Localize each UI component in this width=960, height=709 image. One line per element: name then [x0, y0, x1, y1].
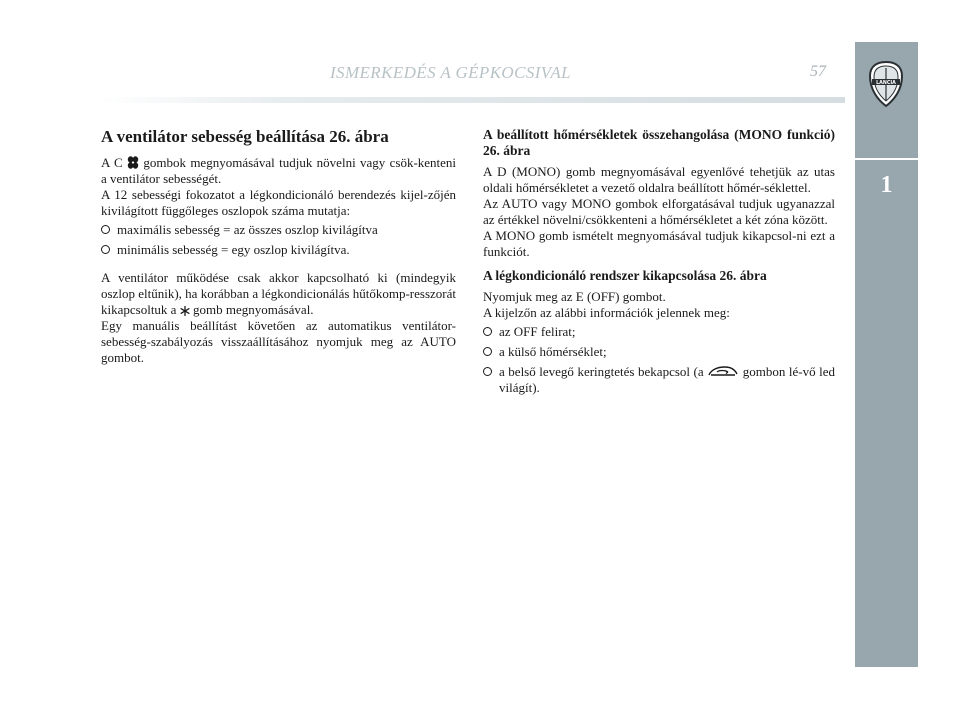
list-item-text: a külső hőmérséklet; — [499, 344, 607, 359]
list-item — [101, 222, 456, 238]
paragraph-text: gombok megnyomásával tudjuk növelni vagy csök-kenteni a ventilátor sebességét. — [101, 155, 457, 186]
logo-text: LANCIA — [876, 81, 896, 86]
page-number: 57 — [810, 63, 826, 80]
snowflake-icon — [180, 306, 190, 316]
list-item-text: maximális sebesség = az összes oszlop kivilágítva — [117, 222, 378, 237]
paragraph-text: gomb megnyomásával. — [192, 302, 314, 317]
paragraph-mono-off: A MONO gomb ismételt megnyomásával tudjuk kikapcsol-ni ezt a funkciót. — [483, 228, 835, 259]
bullet-icon — [483, 367, 492, 376]
lancia-logo-icon — [867, 60, 905, 108]
list-item-text: a belső levegő keringtetés bekapcsol (a — [499, 364, 704, 379]
list-item — [483, 364, 835, 396]
paragraph-speed-levels: A 12 sebességi fokozatot a légkondicionáló berendezés kijel-zőjén kivilágított függőleges oszlopok száma mutatja: — [101, 187, 456, 218]
paragraph-text: A ventilátor működése csak akkor kapcsolható ki (mindegyik oszlop eltűnik), ha korábban a légkondicionálás hűtőkomp-resszorát kikapcsoltuk a — [101, 270, 456, 317]
bullet-icon — [101, 225, 110, 234]
list-item-text: az OFF felirat; — [499, 324, 576, 339]
paragraph-mono-button: A D (MONO) gomb megnyomásával egyenlővé tehetjük az utas oldali hőmérsékletet a vezető oldalra beállított hőmér-séklettel. — [483, 164, 835, 195]
list-item — [483, 324, 835, 340]
bullet-icon — [101, 245, 110, 254]
bullet-icon — [483, 347, 492, 356]
paragraph-display-info: A kijelzőn az alábbi információk jelennek meg: — [483, 305, 730, 320]
section-heading-ac-off: A légkondicionáló rendszer kikapcsolása 26. ábra — [483, 268, 767, 283]
paragraph-mono-rotate: Az AUTO vagy MONO gombok elforgatásával tudjuk ugyanazzal az értékkel növelni/csökkenteni a hőmérsékletet a két zóna között. — [483, 196, 835, 227]
bullet-icon — [483, 327, 492, 336]
right-column — [483, 127, 835, 400]
chapter-sidebar — [855, 42, 918, 667]
header-rule — [100, 97, 845, 103]
chapter-number: 1 — [880, 172, 893, 198]
section-heading-fan-speed: A ventilátor sebesség beállítása 26. ábra — [101, 127, 389, 146]
section-heading-mono: A beállított hőmérsékletek összehangolása (MONO funkció) 26. ábra — [483, 127, 835, 158]
paragraph-off-button: Nyomjuk meg az E (OFF) gombot. — [483, 289, 666, 304]
paragraph-text: A C — [101, 155, 123, 170]
list-item-text: minimális sebesség = egy oszlop kivilágítva. — [117, 242, 350, 257]
left-column — [101, 127, 456, 366]
sidebar-divider — [855, 158, 918, 160]
list-item — [483, 344, 835, 360]
speed-bullet-list — [101, 222, 456, 258]
running-header-title: ISMERKEDÉS A GÉPKOCSIVAL — [330, 63, 571, 82]
paragraph-fan-off — [101, 270, 456, 318]
recirculation-car-icon — [707, 364, 739, 378]
paragraph-fan-buttons — [101, 155, 456, 187]
list-item-text: gombon lé-vő led világít). — [499, 364, 836, 395]
list-item — [101, 242, 456, 258]
paragraph-auto-reset: Egy manuális beállítást követően az automatikus ventilátor-sebesség-szabályozás visszaállításához nyomjuk meg az AUTO gombot. — [101, 318, 456, 365]
fan-icon — [127, 156, 139, 169]
display-bullet-list — [483, 324, 835, 396]
